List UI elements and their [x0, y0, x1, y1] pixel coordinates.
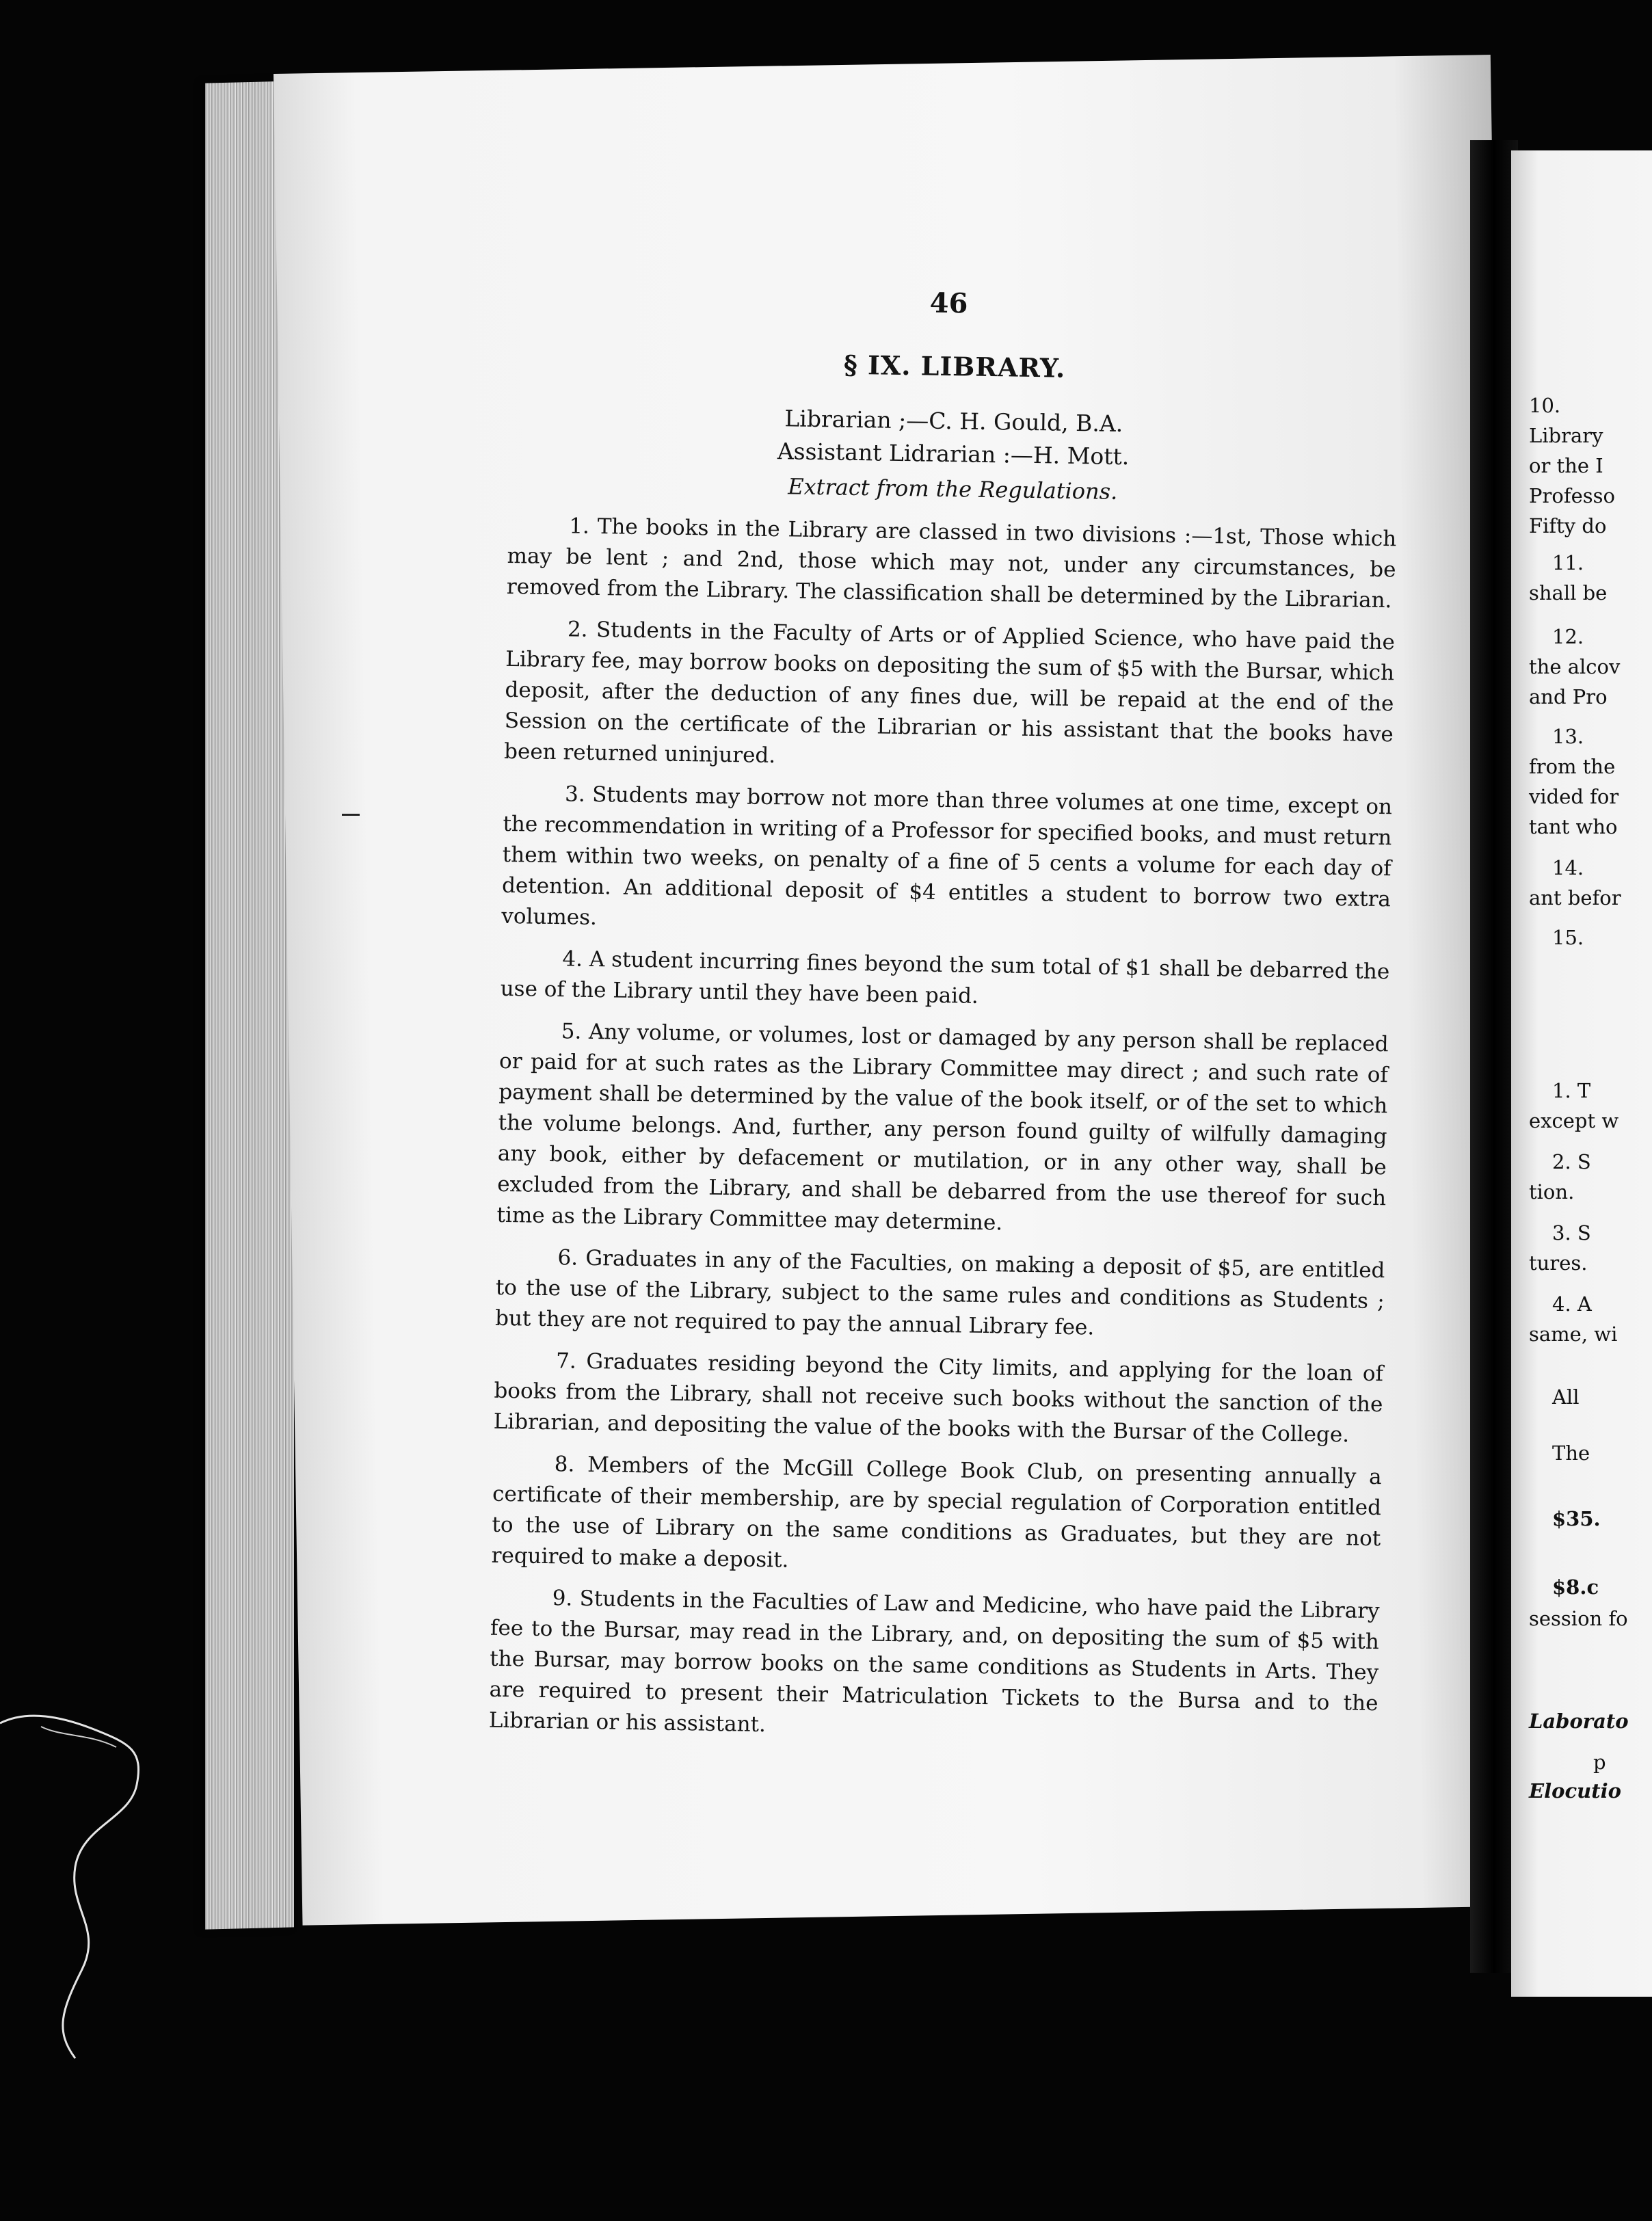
- right-page-line: ant befor: [1529, 886, 1621, 909]
- page-content: [488, 280, 1400, 1761]
- right-page: [1511, 150, 1652, 1997]
- regulation-2: 2. Students in the Faculty of Arts or of Applied Science, who have paid the Library fee, may borrow books on depositing the sum of $5 with the Bursar, which deposit, after the deduction of any fines due, will be repaid at the end of the Session on the certificate of the Librarian or his assistant that the books have been returned uninjured.: [503, 617, 1396, 769]
- stray-thread: [0, 1710, 164, 2065]
- regulation-3: 3. Students may borrow not more than three volumes at one time, except on the recommendation in writing of a Professor for specified books, and must return them within two weeks, on penalty of a fine of 5 cents a volume for each day of detention. An additional deposit of $4 entitles a student to borrow two extra volumes.: [501, 782, 1393, 931]
- right-page-line: The: [1552, 1441, 1590, 1465]
- page-number: 46: [929, 287, 968, 320]
- assistant-librarian-line: Assistant Lidrarian :—H. Mott.: [777, 438, 1130, 470]
- right-page-line: Laborato: [1529, 1710, 1629, 1733]
- right-page-line: $8.c: [1552, 1575, 1599, 1599]
- right-page-line: Elocutio: [1529, 1779, 1621, 1803]
- right-page-line: 10.: [1529, 394, 1561, 417]
- right-page-line: p: [1593, 1751, 1606, 1774]
- right-page-line: 13.: [1552, 725, 1584, 748]
- right-page-line: and Pro: [1529, 685, 1608, 708]
- right-page-line: 15.: [1552, 926, 1584, 949]
- right-page-line: vided for: [1529, 785, 1619, 808]
- regulation-4: 4. A student incurring fines beyond the sum total of $1 shall be debarred the use of the Library until they have been paid.: [500, 946, 1390, 1009]
- section-title: § IX. LIBRARY.: [843, 349, 1066, 384]
- right-page-line: 14.: [1552, 856, 1584, 879]
- right-page-line: $35.: [1552, 1507, 1601, 1530]
- right-page-line: except w: [1529, 1109, 1619, 1132]
- right-page-line: Library: [1529, 424, 1603, 447]
- right-page-line: shall be: [1529, 581, 1608, 604]
- right-page-line: 12.: [1552, 625, 1584, 648]
- right-page-line: 11.: [1552, 551, 1584, 574]
- right-page-line: 4. A: [1552, 1292, 1592, 1316]
- right-page-line: from the: [1529, 755, 1616, 778]
- right-page-line: tion.: [1529, 1180, 1575, 1203]
- regulation-7: 7. Graduates residing beyond the City limits, and applying for the loan of books from the Library, shall not receive such books without the sanction of the Librarian, and depositing the value of the books with the Bursar of the College.: [493, 1348, 1384, 1448]
- margin-dash: [342, 814, 360, 816]
- right-page-line: tures.: [1529, 1251, 1588, 1275]
- right-page-line: tant who: [1529, 815, 1618, 838]
- right-page-line: the alcov: [1529, 655, 1621, 678]
- regulation-1: 1. The books in the Library are classed in two divisions :—1st, Those which may be lent ; and 2nd, those which may not, under any circumstances, be removed from the Library. The classification shall be determined by the Librarian.: [506, 514, 1397, 613]
- right-page-line: All: [1552, 1385, 1580, 1409]
- right-page-line: or the I: [1529, 454, 1603, 477]
- librarian-line: Librarian ;—C. H. Gould, B.A.: [784, 405, 1123, 438]
- right-page-line: 1. T: [1552, 1079, 1591, 1102]
- extract-heading: Extract from the Regulations.: [787, 473, 1118, 505]
- regulation-5: 5. Any volume, or volumes, lost or damaged by any person shall be replaced or paid for at such rates as the Library Committee may direct ; and such rate of payment shall be determined by the value of the book itself, or of the set to which the volume belongs. And, further, any person found guilty of wilfully damaging any book, either by defacement or mutilation, or in any other way, shall be excluded from the Library, and shall be debarred from the use thereof for such time as the Library Committee may determine.: [496, 1019, 1389, 1236]
- right-page-line: 2. S: [1552, 1150, 1591, 1173]
- regulation-6: 6. Graduates in any of the Faculties, on making a deposit of $5, are entitled to the use of the Library, subject to the same rules and conditions as Students ; but they are not required to pay the annual Library fee.: [494, 1245, 1385, 1340]
- regulation-9: 9. Students in the Faculties of Law and Medicine, who have paid the Library fee to the Bursar, may read in the Library, and, on depositing the sum of $5 with the Bursar, may borrow books on the same conditions as Students in Arts. They are required to present their Matriculation Tickets to the Bursa and to the Librarian or his assistant.: [488, 1586, 1380, 1738]
- right-page-line: Professo: [1529, 484, 1615, 507]
- regulation-8: 8. Members of the McGill College Book Club, on presenting annually a certificate of their membership, are by special regulation of Corporation entitled to the use of Library on the same conditions as Graduates, but they are not required to make a deposit.: [491, 1452, 1382, 1573]
- right-page-line: same, wi: [1529, 1322, 1618, 1346]
- right-page-line: Fifty do: [1529, 514, 1607, 537]
- right-page-line: 3. S: [1552, 1221, 1591, 1245]
- right-page-line: session fo: [1529, 1607, 1628, 1630]
